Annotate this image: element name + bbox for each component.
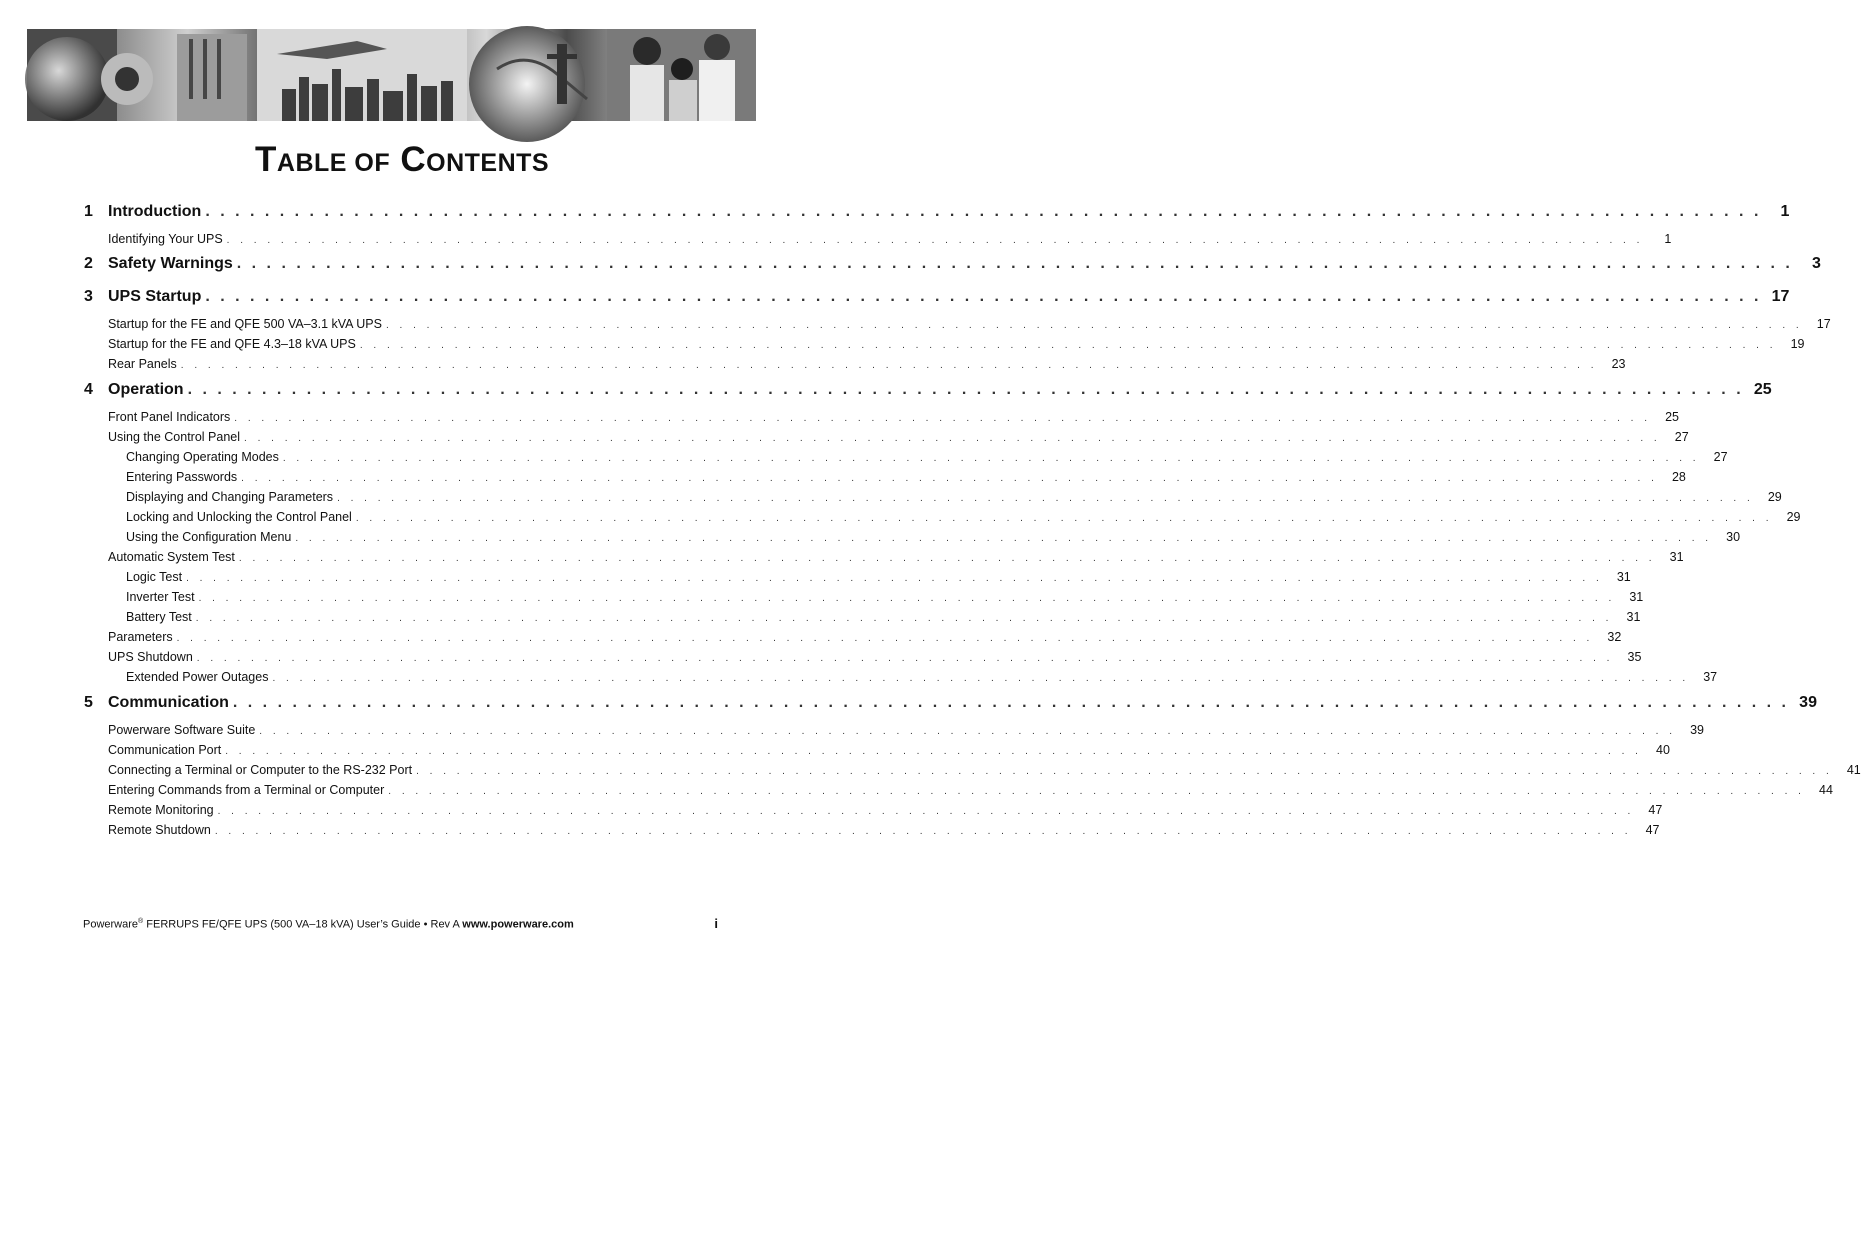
toc-entry-page: 23 xyxy=(1611,357,1626,371)
toc-entry-page: 3 xyxy=(1811,255,1821,272)
toc-entry-label: Startup for the FE and QFE 4.3–18 kVA UPS xyxy=(108,337,356,351)
dot-leader: . . . . . . . . . . . . . . . . . . . . . . . . . . . . . . . . . . . . . . . . . . . . . . . . . . . . . . . . . . . . . . . . . . . . . . . . . . . . . . . . . . . . . . . . . . . . . . . . . . . . . . . . . xyxy=(198,593,1616,604)
toc-entry-sec[interactable] xyxy=(108,723,1704,737)
toc-entry-sub[interactable] xyxy=(126,670,1718,684)
toc-entry-page: 31 xyxy=(1616,570,1631,584)
toc-entry-sec[interactable] xyxy=(108,823,1660,837)
dot-leader: . . . . . . . . . . . . . . . . . . . . . . . . . . . . . . . . . . . . . . . . . . . . . . . . . . . . . . . . . . . . . . . . . . . . . . . . . . . . . . . . . . . . . . . . . . . . . . . . . . . . . . . . . xyxy=(295,533,1713,544)
toc-entry-label: Connecting a Terminal or Computer to the RS-232 Port xyxy=(108,763,413,777)
toc-entry-chapter[interactable] xyxy=(84,255,1821,273)
dot-leader: . . . . . . . . . . . . . . . . . . . . . . . . . . . . . . . . . . . . . . . . . . . . . . . . . . . . . . . . . . . . . . . . . . . . . . . . . . . . . . . . . . . . . . . . . . . . . . . . . . . . . . . . . xyxy=(236,255,1793,272)
dot-leader: . . . . . . . . . . . . . . . . . . . . . . . . . . . . . . . . . . . . . . . . . . . . . . . . . . . . . . . . . . . . . . . . . . . . . . . . . . . . . . . . . . . . . . . . . . . . . . . . . . . . . . . . . xyxy=(217,806,1635,817)
toc-entry-sub[interactable] xyxy=(126,590,1644,604)
toc-entry-chapter[interactable] xyxy=(84,203,1790,221)
toc-entry-label: Using the Control Panel xyxy=(108,430,241,444)
toc-entry-page: 27 xyxy=(1713,450,1728,464)
dot-leader: . . . . . . . . . . . . . . . . . . . . . . . . . . . . . . . . . . . . . . . . . . . . . . . . . . . . . . . . . . . . . . . . . . . . . . . . . . . . . . . . . . . . . . . . . . . . . . . . . . . . . . . . . xyxy=(416,766,1833,777)
toc-entry-label: Remote Monitoring xyxy=(108,803,214,817)
toc-entry-page: 29 xyxy=(1767,490,1782,504)
dot-leader: . . . . . . . . . . . . . . . . . . . . . . . . . . . . . . . . . . . . . . . . . . . . . . . . . . . . . . . . . . . . . . . . . . . . . . . . . . . . . . . . . . . . . . . . . . . . . . . . . . . . . . . . . xyxy=(359,340,1777,351)
toc-entry-sec[interactable] xyxy=(108,317,1831,331)
dot-leader: . . . . . . . . . . . . . . . . . . . . . . . . . . . . . . . . . . . . . . . . . . . . . . . . . . . . . . . . . . . . . . . . . . . . . . . . . . . . . . . . . . . . . . . . . . . . . . . . . . . . . . . . . xyxy=(241,473,1658,484)
toc-entry-label: Startup for the FE and QFE 500 VA–3.1 kVA UPS xyxy=(108,317,382,331)
toc-entry-sec[interactable] xyxy=(108,783,1833,797)
dot-leader: . . . . . . . . . . . . . . . . . . . . . . . . . . . . . . . . . . . . . . . . . . . . . . . . . . . . . . . . . . . . . . . . . . . . . . . . . . . . . . . . . . . . . . . . . . . . . . . . . . . . . . . . . xyxy=(195,613,1613,624)
toc-entry-sub[interactable] xyxy=(126,490,1782,504)
title-c: C xyxy=(400,140,427,179)
dot-leader: . . . . . . . . . . . . . . . . . . . . . . . . . . . . . . . . . . . . . . . . . . . . . . . . . . . . . . . . . . . . . . . . . . . . . . . . . . . . . . . . . . . . . . . . . . . . . . . . . . . . . . . . . xyxy=(232,694,1789,711)
toc-entry-chapter[interactable] xyxy=(84,694,1817,712)
toc-entry-label: Remote Shutdown xyxy=(108,823,211,837)
toc-entry-label: Safety Warnings xyxy=(108,255,233,272)
toc-entry-label: Logic Test xyxy=(126,570,183,584)
dot-leader: . . . . . . . . . . . . . . . . . . . . . . . . . . . . . . . . . . . . . . . . . . . . . . . . . . . . . . . . . . . . . . . . . . . . . . . . . . . . . . . . . . . . . . . . . . . . . . . . . . . . . . . . . xyxy=(180,360,1598,371)
toc-entry-sec[interactable] xyxy=(108,743,1670,757)
toc-entry-page: 47 xyxy=(1645,823,1660,837)
toc-entry-chapter[interactable] xyxy=(84,288,1790,306)
toc-entry-label: Using the Configuration Menu xyxy=(126,530,292,544)
chapter-number: 1 xyxy=(84,203,93,220)
toc-entry-page: 31 xyxy=(1626,610,1641,624)
chapter-number: 5 xyxy=(84,694,93,711)
toc-entry-label: Inverter Test xyxy=(126,590,195,604)
toc-entry-page: 30 xyxy=(1726,530,1741,544)
toc-entry-page: 40 xyxy=(1656,743,1670,757)
toc-entry-sub[interactable] xyxy=(126,510,1801,524)
toc-entry-label: UPS Startup xyxy=(108,288,202,305)
toc-entry-label: Entering Passwords xyxy=(126,470,238,484)
toc-entry-label: Battery Test xyxy=(126,610,192,624)
toc-entry-page: 17 xyxy=(1816,317,1831,331)
dot-leader: . . . . . . . . . . . . . . . . . . . . . . . . . . . . . . . . . . . . . . . . . . . . . . . . . . . . . . . . . . . . . . . . . . . . . . . . . . . . . . . . . . . . . . . . . . . . . . . . . . . . . . . . . xyxy=(186,573,1603,584)
chapter-number: 4 xyxy=(84,381,93,398)
toc-entry-label: Front Panel Indicators xyxy=(108,410,231,424)
toc-entry-sec[interactable] xyxy=(108,430,1689,444)
dot-leader: . . . . . . . . . . . . . . . . . . . . . . . . . . . . . . . . . . . . . . . . . . . . . . . . . . . . . . . . . . . . . . . . . . . . . . . . . . . . . . . . . . . . . . . . . . . . . . . . . . . . . . . . . xyxy=(187,381,1744,398)
toc-entry-sub[interactable] xyxy=(126,610,1641,624)
dot-leader: . . . . . . . . . . . . . . . . . . . . . . . . . . . . . . . . . . . . . . . . . . . . . . . . . . . . . . . . . . . . . . . . . . . . . . . . . . . . . . . . . . . . . . . . . . . . . . . . . . . . . . . . . xyxy=(259,726,1676,737)
chapter-number: 3 xyxy=(84,288,93,305)
dot-leader: . . . . . . . . . . . . . . . . . . . . . . . . . . . . . . . . . . . . . . . . . . . . . . . . . . . . . . . . . . . . . . . . . . . . . . . . . . . . . . . . . . . . . . . . . . . . . . . . . . . . . . . . . xyxy=(205,288,1762,305)
toc-entry-sec[interactable] xyxy=(108,232,1672,246)
toc-entry-sec[interactable] xyxy=(108,550,1684,564)
toc-entry-page: 1 xyxy=(1664,232,1672,246)
title-ontents: ONTENTS xyxy=(426,149,550,177)
dot-leader: . . . . . . . . . . . . . . . . . . . . . . . . . . . . . . . . . . . . . . . . . . . . . . . . . . . . . . . . . . . . . . . . . . . . . . . . . . . . . . . . . . . . . . . . . . . . . . . . . . . . . . . . . xyxy=(214,826,1632,837)
toc-entry-label: Changing Operating Modes xyxy=(126,450,279,464)
toc-entry-label: Entering Commands from a Terminal or Computer xyxy=(108,783,385,797)
toc-entry-sec[interactable] xyxy=(108,650,1642,664)
dot-leader: . . . . . . . . . . . . . . . . . . . . . . . . . . . . . . . . . . . . . . . . . . . . . . . . . . . . . . . . . . . . . . . . . . . . . . . . . . . . . . . . . . . . . . . . . . . . . . . . . . . . . . . . . xyxy=(205,203,1762,220)
toc-entry-sec[interactable] xyxy=(108,337,1805,351)
toc-entry-page: 44 xyxy=(1819,783,1833,797)
toc-entry-label: Powerware Software Suite xyxy=(108,723,256,737)
toc-entry-page: 35 xyxy=(1627,650,1642,664)
dot-leader: . . . . . . . . . . . . . . . . . . . . . . . . . . . . . . . . . . . . . . . . . . . . . . . . . . . . . . . . . . . . . . . . . . . . . . . . . . . . . . . . . . . . . . . . . . . . . . . . . . . . . . . . . xyxy=(234,413,1651,424)
toc-entry-sub[interactable] xyxy=(126,450,1728,464)
toc-entry-label: Identifying Your UPS xyxy=(108,232,223,246)
toc-entry-page: 17 xyxy=(1771,288,1790,305)
toc-entry-sub[interactable] xyxy=(126,470,1686,484)
toc-entry-sub[interactable] xyxy=(126,530,1741,544)
title-of: OF xyxy=(354,149,391,177)
toc-entry-label: Communication Port xyxy=(108,743,222,757)
dot-leader: . . . . . . . . . . . . . . . . . . . . . . . . . . . . . . . . . . . . . . . . . . . . . . . . . . . . . . . . . . . . . . . . . . . . . . . . . . . . . . . . . . . . . . . . . . . . . . . . . . . . . . . . . xyxy=(238,553,1656,564)
toc-entry-label: Introduction xyxy=(108,203,202,220)
toc-entry-page: 25 xyxy=(1753,381,1772,398)
page-footer xyxy=(83,916,718,931)
dot-leader: . . . . . . . . . . . . . . . . . . . . . . . . . . . . . . . . . . . . . . . . . . . . . . . . . . . . . . . . . . . . . . . . . . . . . . . . . . . . . . . . . . . . . . . . . . . . . . . . . . . . . . . . . xyxy=(355,513,1773,524)
toc-entry-label: Displaying and Changing Parameters xyxy=(126,490,334,504)
toc-entry-page: 25 xyxy=(1665,410,1679,424)
toc-entry-sec[interactable] xyxy=(108,630,1622,644)
dot-leader: . . . . . . . . . . . . . . . . . . . . . . . . . . . . . . . . . . . . . . . . . . . . . . . . . . . . . . . . . . . . . . . . . . . . . . . . . . . . . . . . . . . . . . . . . . . . . . . . . . . . . . . . . xyxy=(272,673,1690,684)
footer-brand: Powerware xyxy=(83,919,139,931)
dot-leader: . . . . . . . . . . . . . . . . . . . . . . . . . . . . . . . . . . . . . . . . . . . . . . . . . . . . . . . . . . . . . . . . . . . . . . . . . . . . . . . . . . . . . . . . . . . . . . . . . . . . . . . . . xyxy=(386,320,1803,331)
toc-entry-page: 31 xyxy=(1669,550,1684,564)
toc-entry-page: 29 xyxy=(1786,510,1801,524)
toc-entry-label: Locking and Unlocking the Control Panel xyxy=(126,510,352,524)
toc-entry-sub[interactable] xyxy=(126,570,1631,584)
footer-page-number: i xyxy=(714,916,718,931)
toc-entry-page: 37 xyxy=(1703,670,1718,684)
toc-entry-label: Communication xyxy=(108,694,229,711)
toc-entry-label: UPS Shutdown xyxy=(108,650,193,664)
toc-entry-label: Extended Power Outages xyxy=(126,670,269,684)
toc-entry-label: Parameters xyxy=(108,630,173,644)
dot-leader: . . . . . . . . . . . . . . . . . . . . . . . . . . . . . . . . . . . . . . . . . . . . . . . . . . . . . . . . . . . . . . . . . . . . . . . . . . . . . . . . . . . . . . . . . . . . . . . . . . . . . . . . . xyxy=(176,633,1594,644)
toc-entry-sec[interactable] xyxy=(108,763,1861,777)
dot-leader: . . . . . . . . . . . . . . . . . . . . . . . . . . . . . . . . . . . . . . . . . . . . . . . . . . . . . . . . . . . . . . . . . . . . . . . . . . . . . . . . . . . . . . . . . . . . . . . . . . . . . . . . . xyxy=(196,653,1614,664)
toc-entry-sec[interactable] xyxy=(108,357,1626,371)
toc-entry-page: 39 xyxy=(1690,723,1704,737)
registered-mark: ® xyxy=(138,918,144,926)
dot-leader: . . . . . . . . . . . . . . . . . . . . . . . . . . . . . . . . . . . . . . . . . . . . . . . . . . . . . . . . . . . . . . . . . . . . . . . . . . . . . . . . . . . . . . . . . . . . . . . . . . . . . . . . . xyxy=(337,493,1754,504)
dot-leader: . . . . . . . . . . . . . . . . . . . . . . . . . . . . . . . . . . . . . . . . . . . . . . . . . . . . . . . . . . . . . . . . . . . . . . . . . . . . . . . . . . . . . . . . . . . . . . . . . . . . . . . . . xyxy=(225,746,1642,757)
dot-leader: . . . . . . . . . . . . . . . . . . . . . . . . . . . . . . . . . . . . . . . . . . . . . . . . . . . . . . . . . . . . . . . . . . . . . . . . . . . . . . . . . . . . . . . . . . . . . . . . . . . . . . . . . xyxy=(244,433,1661,444)
toc-entry-label: Automatic System Test xyxy=(108,550,235,564)
toc-entry-page: 39 xyxy=(1799,694,1817,711)
toc-entry-label: Rear Panels xyxy=(108,357,177,371)
toc-entry-page: 28 xyxy=(1671,470,1686,484)
dot-leader: . . . . . . . . . . . . . . . . . . . . . . . . . . . . . . . . . . . . . . . . . . . . . . . . . . . . . . . . . . . . . . . . . . . . . . . . . . . . . . . . . . . . . . . . . . . . . . . . . . . . . . . . . xyxy=(282,453,1700,464)
toc-entry-page: 19 xyxy=(1790,337,1805,351)
toc-entry-page: 41 xyxy=(1846,763,1861,777)
toc-entry-sec[interactable] xyxy=(108,410,1679,424)
footer-title: FERRUPS FE/QFE UPS (500 VA–18 kVA) User’s Guide • Rev A xyxy=(143,919,463,931)
toc-entry-page: 1 xyxy=(1780,203,1790,220)
toc-entry-page: 27 xyxy=(1674,430,1689,444)
toc-entry-page: 47 xyxy=(1648,803,1663,817)
dot-leader: . . . . . . . . . . . . . . . . . . . . . . . . . . . . . . . . . . . . . . . . . . . . . . . . . . . . . . . . . . . . . . . . . . . . . . . . . . . . . . . . . . . . . . . . . . . . . . . . . . . . . . . . . xyxy=(388,786,1805,797)
title-t: T xyxy=(255,140,277,179)
chapter-number: 2 xyxy=(84,255,93,272)
toc-entry-label: Operation xyxy=(108,381,184,398)
toc-entry-page: 31 xyxy=(1629,590,1644,604)
title-able: ABLE xyxy=(276,149,347,177)
footer-website-link[interactable]: www.powerware.com xyxy=(462,919,574,931)
toc-entry-chapter[interactable] xyxy=(84,381,1772,399)
toc-entry-sec[interactable] xyxy=(108,803,1663,817)
footer-text xyxy=(83,918,574,931)
toc-entry-page: 32 xyxy=(1607,630,1622,644)
dot-leader: . . . . . . . . . . . . . . . . . . . . . . . . . . . . . . . . . . . . . . . . . . . . . . . . . . . . . . . . . . . . . . . . . . . . . . . . . . . . . . . . . . . . . . . . . . . . . . . . . . . . . . . . . xyxy=(226,235,1644,246)
